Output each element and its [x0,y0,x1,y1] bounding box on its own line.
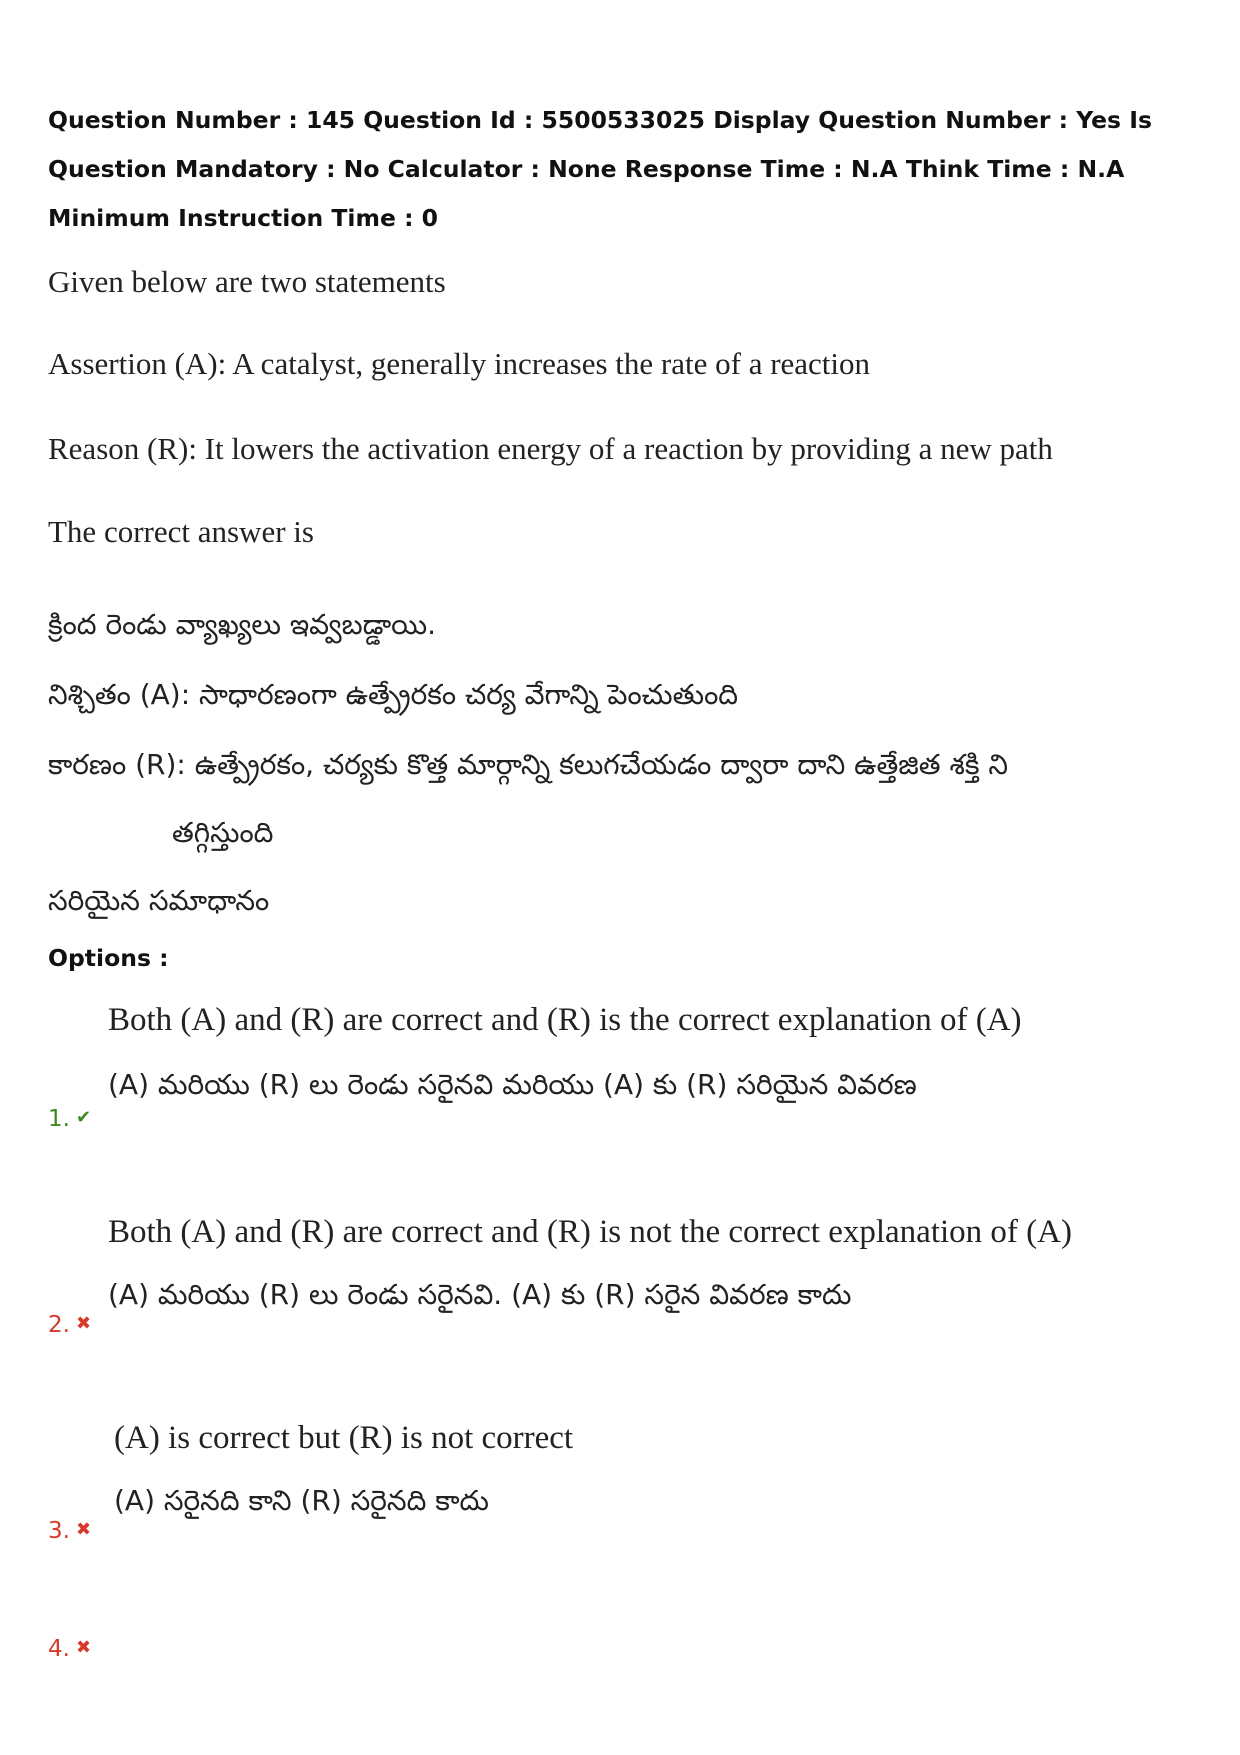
option-2-english: Both (A) and (R) are correct and (R) is not the correct explanation of (A) [108,1214,1072,1250]
telugu-reason-continuation: తగ్గిస్తుంది [172,816,274,849]
reason-statement: Reason (R): It lowers the activation energy of a reaction by providing a new path [48,431,1053,466]
statement-intro: Given below are two statements [48,264,446,299]
assertion-statement: Assertion (A): A catalyst, generally increases the rate of a reaction [48,346,871,381]
option-4-marker[interactable] [48,1636,91,1662]
telugu-answer-prompt: సరియైన సమాధానం [48,884,270,917]
telugu-statement-intro: క్రింద రెండు వ్యాఖ్యలు ఇవ్వబడ్డాయి. [48,608,437,641]
option-2-telugu: (A) మరియు (R) లు రెండు సరైనవి. (A) కు (R) సరైన వివరణ కాదు [108,1278,852,1311]
option-3-telugu: (A) సరైనది కాని (R) సరైనది కాదు [114,1484,489,1517]
cross-icon: ✖ [75,1637,92,1658]
option-3-english: (A) is correct but (R) is not correct [114,1420,574,1456]
option-1-english: Both (A) and (R) are correct and (R) is the correct explanation of (A) [108,1002,1022,1038]
telugu-reason-statement: కారణం (R): ఉత్ప్రేరకం, చర్యకు కొత్త మార్గాన్ని కలుగచేయడం ద్వారా దాని ఉత్తేజిత శక్తి ని [48,748,1009,781]
option-1-marker[interactable] [48,1106,91,1132]
option-3-marker[interactable] [48,1518,91,1544]
cross-icon: ✖ [75,1313,92,1334]
option-2-number: 2. [48,1312,70,1338]
options-label: Options : [48,944,169,972]
option-4-number: 4. [48,1636,70,1662]
option-3-number: 3. [48,1518,70,1544]
cross-icon: ✖ [75,1519,92,1540]
option-2-marker[interactable] [48,1312,91,1338]
telugu-assertion-statement: నిశ్చితం (A): సాధారణంగా ఉత్ప్రేరకం చర్య వేగాన్ని పెంచుతుంది [48,678,739,711]
check-icon: ✔ [75,1107,92,1128]
option-1-telugu: (A) మరియు (R) లు రెండు సరైనవి మరియు (A) కు (R) సరియైన వివరణ [108,1068,917,1101]
option-1-number: 1. [48,1106,70,1132]
question-metadata-header: Question Number : 145 Question Id : 5500533025 Display Question Number : Yes Is Question Mandatory : No Calculator : None Response Time : N.A Think Time : N.A Minimum Instruction Time : 0 [48,106,1152,232]
answer-prompt: The correct answer is [48,514,314,549]
